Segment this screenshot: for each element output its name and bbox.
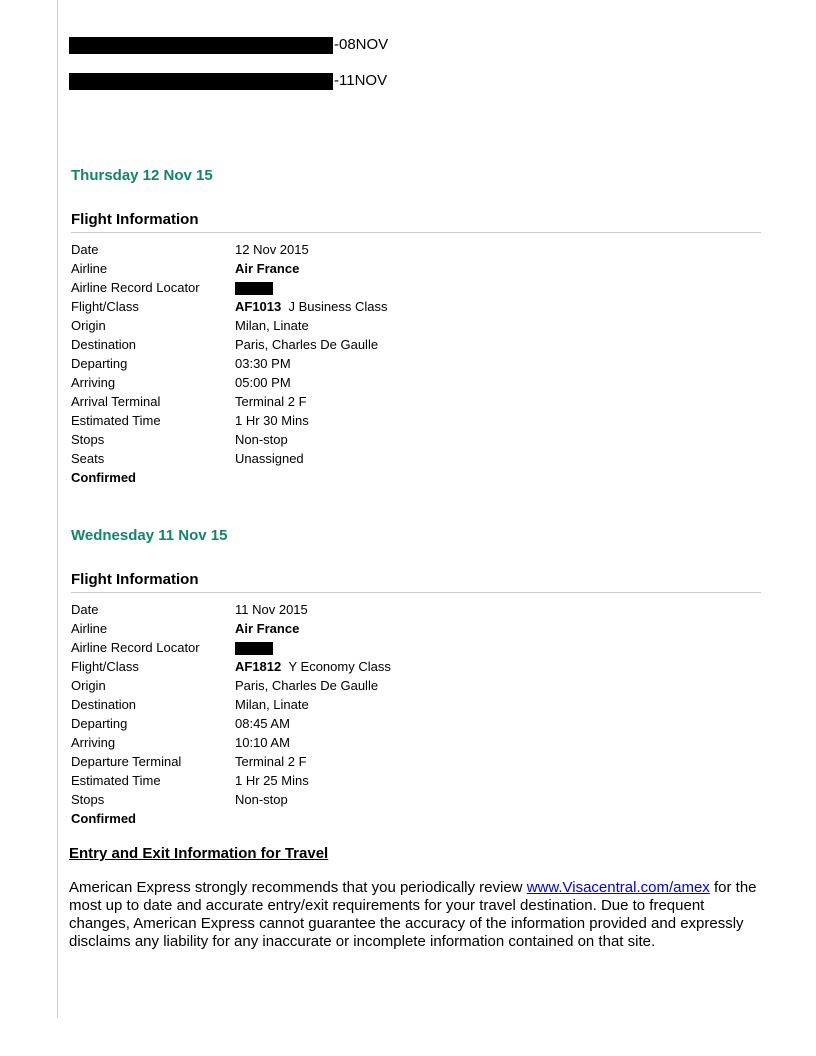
info-value: 1 Hr 25 Mins [235, 773, 309, 788]
info-row-locator [71, 638, 391, 657]
info-label: Airline [71, 261, 108, 276]
info-label: Destination [71, 697, 137, 712]
booking-status: Confirmed [71, 811, 136, 826]
header-line-2-suffix: -11NOV [334, 72, 388, 89]
flight-number: AF1812 [235, 659, 282, 674]
info-row-status [71, 468, 387, 487]
info-value: Non-stop [235, 432, 288, 447]
info-row-terminal [71, 392, 387, 411]
header-line-2 [69, 72, 387, 90]
info-value-locator [235, 280, 273, 295]
info-value: Non-stop [235, 792, 288, 807]
info-label: Date [71, 242, 99, 257]
info-value: 03:30 PM [235, 356, 291, 371]
info-row-seats [71, 449, 387, 468]
entry-text-before-link: American Express strongly recommends that you periodically review [69, 879, 527, 896]
info-label: Departing [71, 356, 128, 371]
info-label: Departure Terminal [71, 754, 182, 769]
info-row-terminal [71, 752, 391, 771]
booking-status: Confirmed [71, 470, 136, 485]
info-value: 05:00 PM [235, 375, 291, 390]
flight-info-table [71, 240, 387, 487]
info-row-date [71, 600, 391, 619]
info-value: 1 Hr 30 Mins [235, 413, 309, 428]
info-label: Flight/Class [71, 659, 139, 674]
info-value: Milan, Linate [235, 318, 309, 333]
info-value: Milan, Linate [235, 697, 309, 712]
entry-exit-paragraph [69, 879, 769, 951]
info-label: Date [71, 602, 99, 617]
info-value-locator [235, 640, 273, 655]
info-label: Arriving [71, 375, 116, 390]
info-label: Origin [71, 318, 106, 333]
info-row-stops [71, 430, 387, 449]
info-value-airline [235, 621, 299, 636]
info-value: 12 Nov 2015 [235, 242, 309, 257]
info-row-destination [71, 695, 391, 714]
info-row-airline [71, 619, 391, 638]
header-line-1-suffix: -08NOV [334, 36, 389, 53]
info-row-date [71, 240, 387, 259]
info-label: Departing [71, 716, 128, 731]
info-label: Seats [71, 451, 105, 466]
info-row-destination [71, 335, 387, 354]
info-value: Paris, Charles De Gaulle [235, 678, 379, 693]
flight-info-table [71, 600, 391, 828]
info-label: Arriving [71, 735, 116, 750]
header-line-1 [69, 36, 388, 54]
info-label: Origin [71, 678, 106, 693]
airline-name: Air France [235, 261, 300, 276]
cabin-class: Y Economy Class [288, 659, 391, 674]
info-row-departing [71, 354, 387, 373]
info-row-estimated [71, 771, 391, 790]
info-value: 11 Nov 2015 [235, 602, 308, 617]
info-label: Estimated Time [71, 413, 161, 428]
visacentral-link[interactable]: www.Visacentral.com/amex [526, 879, 710, 896]
info-value: 10:10 AM [235, 735, 290, 750]
info-row-estimated [71, 411, 387, 430]
info-label: Stops [71, 792, 105, 807]
info-label: Flight/Class [71, 299, 139, 314]
info-label: Airline [71, 621, 108, 636]
info-row-flight-class [71, 657, 391, 676]
info-label: Estimated Time [71, 773, 161, 788]
info-value: Unassigned [235, 451, 304, 466]
info-row-arriving [71, 733, 391, 752]
info-label: Airline Record Locator [71, 280, 200, 295]
info-value-flight-class [235, 659, 391, 674]
section-title: Flight Information [71, 211, 199, 228]
section-title: Flight Information [71, 571, 199, 588]
info-row-flight-class [71, 297, 387, 316]
redaction-block [69, 73, 333, 90]
info-value-airline [235, 261, 299, 276]
entry-text-after-link: for the most up to date and accurate entry/exit requirements for your travel destination. Due to frequent changes, American Express cannot guarantee the accuracy of the information provided and expressly disclaims any liability for any inaccurate or incomplete information contained on that site. [69, 879, 757, 950]
redaction-block [235, 642, 273, 655]
info-label: Stops [71, 432, 105, 447]
section-divider [71, 232, 761, 233]
section-divider [71, 592, 761, 593]
day-heading: Thursday 12 Nov 15 [71, 167, 213, 184]
info-row-origin [71, 676, 391, 695]
info-row-origin [71, 316, 387, 335]
info-label: Destination [71, 337, 137, 352]
entry-exit-heading: Entry and Exit Information for Travel [69, 845, 329, 862]
info-row-locator [71, 278, 387, 297]
cabin-class: J Business Class [288, 299, 388, 314]
info-value: Terminal 2 F [235, 394, 307, 409]
info-row-departing [71, 714, 391, 733]
flight-number: AF1013 [235, 299, 282, 314]
info-value-flight-class [235, 299, 387, 314]
day-heading: Wednesday 11 Nov 15 [71, 527, 228, 544]
airline-name: Air France [235, 621, 300, 636]
info-row-status [71, 809, 391, 828]
info-label: Arrival Terminal [71, 394, 161, 409]
info-row-airline [71, 259, 387, 278]
info-row-stops [71, 790, 391, 809]
redaction-block [69, 37, 333, 54]
info-label: Airline Record Locator [71, 640, 200, 655]
left-margin-rule [57, 0, 58, 1018]
info-value: Terminal 2 F [235, 754, 307, 769]
info-value: 08:45 AM [235, 716, 290, 731]
info-row-arriving [71, 373, 387, 392]
info-value: Paris, Charles De Gaulle [235, 337, 379, 352]
redaction-block [235, 282, 273, 295]
